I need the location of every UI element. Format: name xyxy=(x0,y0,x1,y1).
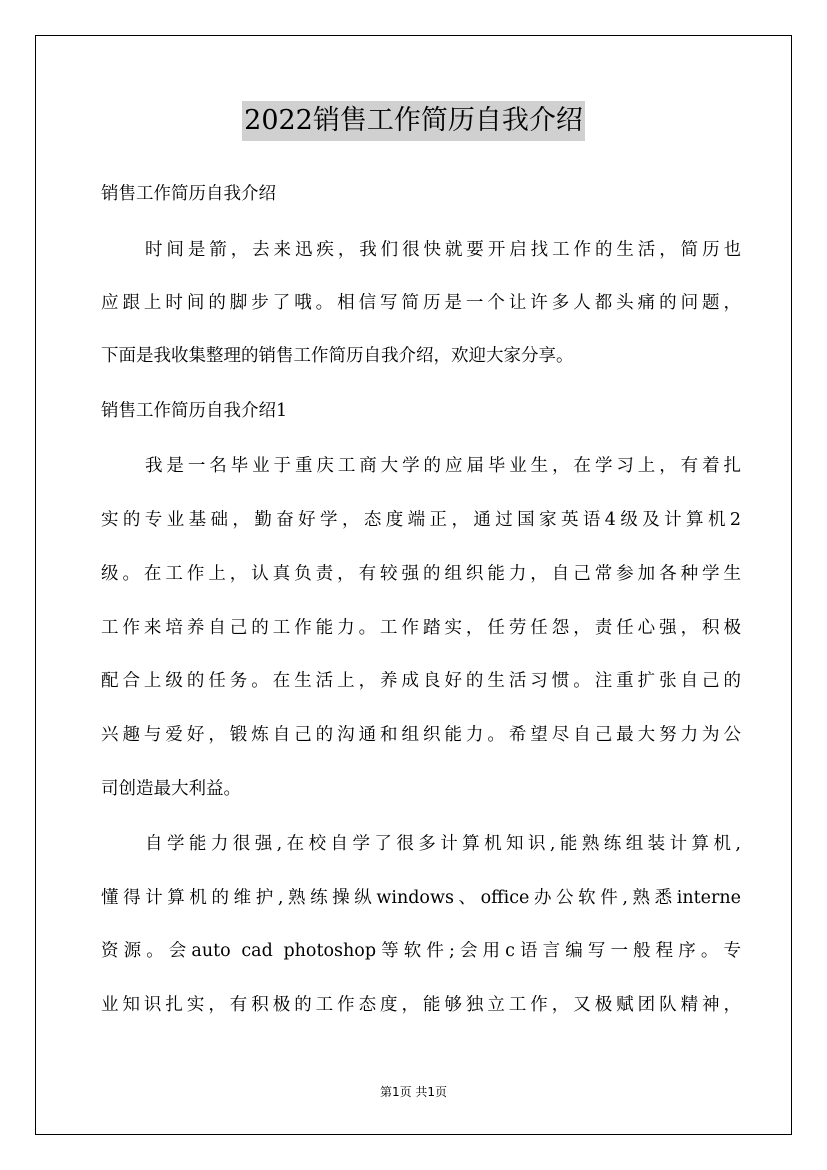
paragraph-line: 实的专业基础，勤奋好学，态度端正，通过国家英语4级及计算机2 xyxy=(101,510,741,530)
paragraph-line: 懂得计算机的维护,熟练操纵windows、office办公软件,熟悉interne xyxy=(101,888,741,908)
paragraph-line: 业知识扎实，有积极的工作态度，能够独立工作，又极赋团队精神， xyxy=(101,995,741,1015)
paragraph-line: 下面是我收集整理的销售工作简历自我介绍，欢迎大家分享。 xyxy=(101,346,574,366)
paragraph-line: 工作来培养自己的工作能力。工作踏实，任劳任怨，责任心强，积极 xyxy=(101,618,741,638)
paragraph-line: 司创造最大利益。 xyxy=(101,779,241,799)
paragraph-line: 配合上级的任务。在生活上，养成良好的生活习惯。注重扩张自己的 xyxy=(101,671,741,691)
paragraph-line: 兴趣与爱好，锻炼自己的沟通和组织能力。希望尽自己最大努力为公 xyxy=(101,725,741,745)
paragraph-line: 时间是箭，去来迅疾，我们很快就要开启找工作的生活，简历也 xyxy=(145,240,741,260)
title-wrap xyxy=(0,101,827,141)
paragraph-line: 我是一名毕业于重庆工商大学的应届毕业生，在学习上，有着扎 xyxy=(145,456,741,476)
paragraph-line: 自学能力很强,在校自学了很多计算机知识,能熟练组装计算机, xyxy=(145,834,741,854)
section-heading: 销售工作简历自我介绍1 xyxy=(101,401,288,421)
section-heading: 销售工作简历自我介绍 xyxy=(101,184,276,204)
page-footer: 第1页 共1页 xyxy=(379,1085,448,1099)
paragraph-line: 级。在工作上，认真负责，有较强的组织能力，自己常参加各种学生 xyxy=(101,564,741,584)
paragraph-line: 应跟上时间的脚步了哦。相信写简历是一个让许多人都头痛的问题， xyxy=(101,293,741,313)
document-title: 2022销售工作简历自我介绍 xyxy=(242,101,585,141)
paragraph-line: 资源。会auto cad photoshop等软件;会用c语言编写一般程序。专 xyxy=(101,941,741,961)
